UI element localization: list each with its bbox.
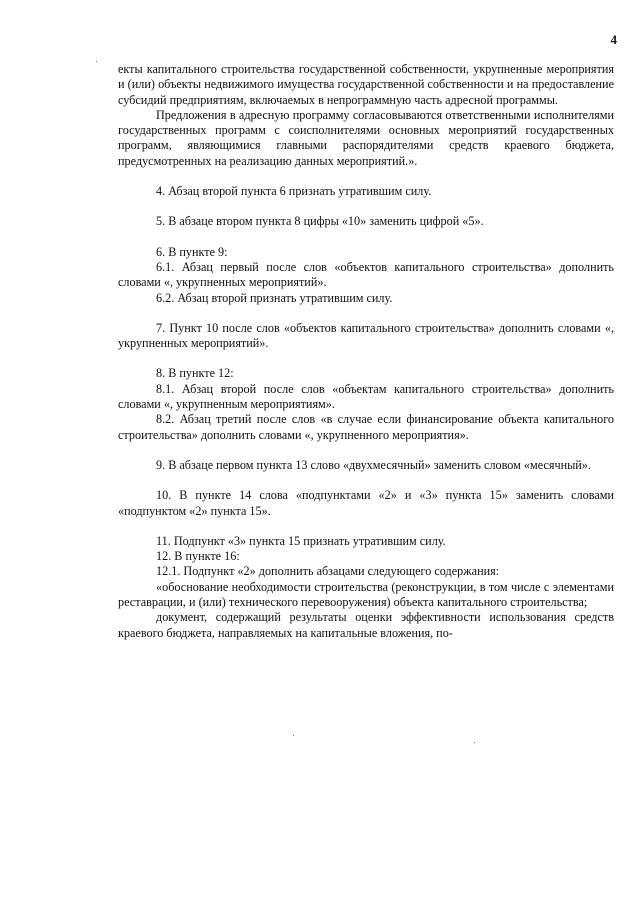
document-body <box>118 62 614 641</box>
paragraph-p-11: 11. Подпункт «3» пункта 15 признать утратившим силу. <box>156 533 446 548</box>
paragraph-p-8: 8. В пункте 12: <box>156 366 234 381</box>
paragraph-p-4: 4. Абзац второй пункта 6 признать утратившим силу. <box>156 184 432 199</box>
paragraph-p-6: 6. В пункте 9: <box>156 244 228 259</box>
paragraph-p-quote-2: документ, содержащий результаты оценки эффективности использования средств краевого бюджета, направляемых на капитальные вложения, по- <box>118 610 614 640</box>
paragraph-p-6-2: 6.2. Абзац второй признать утратившим силу. <box>156 290 393 305</box>
paragraph-p-12: 12. В пункте 16: <box>156 549 240 564</box>
paragraph-p-cont-1: екты капитального строительства государственной собственности, укрупненные мероприятия и (или) объекты недвижимого имущества государственной собственности и на предоставление субсидий предприятиям, включаемых в непрограммную часть адресной программы. <box>118 62 614 107</box>
scan-speck <box>474 742 475 743</box>
scan-speck <box>293 735 294 736</box>
paragraph-p-8-2: 8.2. Абзац третий после слов «в случае если финансирование объекта капитального строительства» дополнить словами «, укрупненного мероприятия». <box>118 412 614 442</box>
paragraph-p-5: 5. В абзаце втором пункта 8 цифры «10» заменить цифрой «5». <box>156 214 484 229</box>
paragraph-p-10: 10. В пункте 14 слова «подпунктами «2» и «3» пункта 15» заменить словами «подпунктом «2» пункта 15». <box>118 488 614 518</box>
paragraph-p-quote-1: «обоснование необходимости строительства (реконструкции, в том числе с элементами реставрации, и (или) технического перевооружения) объекта капитального строительства; <box>118 579 614 610</box>
paragraph-p-12-1: 12.1. Подпункт «2» дополнить абзацами следующего содержания: <box>156 564 500 579</box>
scan-speck <box>96 61 97 62</box>
paragraph-p-9: 9. В абзаце первом пункта 13 слово «двухмесячный» заменить словом «месячный». <box>156 457 591 472</box>
page-number: 4 <box>610 32 617 47</box>
paragraph-p-7: 7. Пункт 10 после слов «объектов капитального строительства» дополнить словами «, укрупненных мероприятий». <box>118 320 614 351</box>
paragraph-p-8-1: 8.1. Абзац второй после слов «объектам капитального строительства» дополнить словами «, укрупненным мероприятиям». <box>118 381 614 412</box>
paragraph-p-proposals: Предложения в адресную программу согласовываются ответственными исполнителями государственных программ с соисполнителями основных мероприятий государственных программ, являющимися главными распорядителями средств краевого бюджета, предусмотренных на реализацию данных мероприятий.». <box>118 107 614 168</box>
paragraph-p-6-1: 6.1. Абзац первый после слов «объектов капитального строительства» дополнить словами «, укрупненных мероприятий». <box>118 259 614 290</box>
